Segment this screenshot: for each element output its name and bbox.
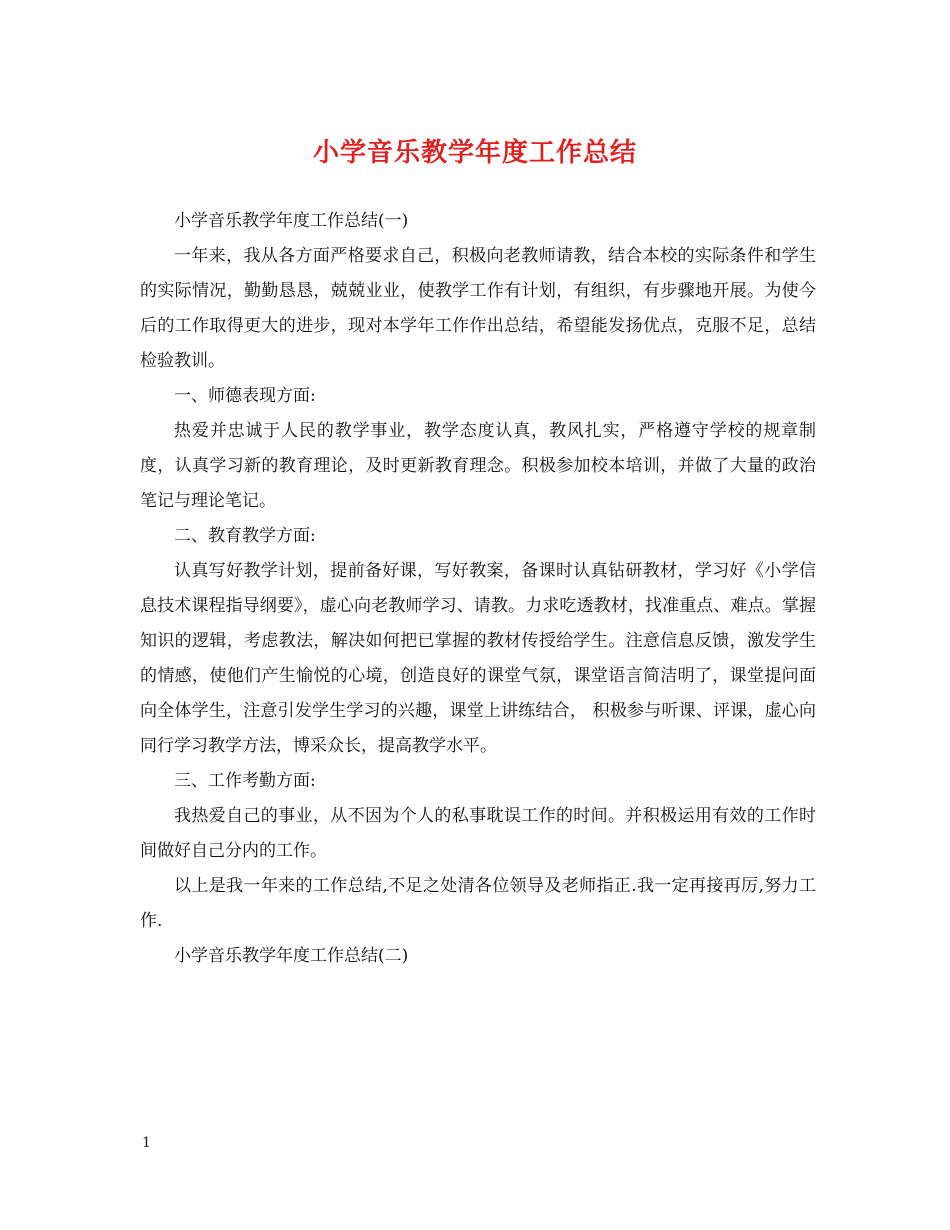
closing-paragraph: 以上是我一年来的工作总结,不足之处清各位领导及老师指正.我一定再接再厉,努力工作.	[140, 876, 816, 931]
page-number: 1	[142, 1135, 151, 1151]
ethics-paragraph: 热爱并忠诚于人民的教学事业，教学态度认真，教风扎实，严格遵守学校的规章制度，认真学习新的教育理论，及时更新教育理念。积极参加校本培训，并做了大量的政治笔记与理论笔记。	[140, 421, 816, 511]
intro-paragraph: 一年来，我从各方面严格要求自己，积极向老教师请教，结合本校的实际条件和学生的实际情况，勤勤恳恳，兢兢业业，使教学工作有计划，有组织，有步骤地开展。为使今后的工作取得更大的进步，现对本学年工作作出总结，希望能发扬优点，克服不足，总结检验教训。	[140, 246, 816, 371]
subheading-ethics: 一、师德表现方面:	[174, 386, 316, 406]
subheading-teaching: 二、教育教学方面:	[174, 526, 316, 546]
subheading-attendance: 三、工作考勤方面:	[174, 771, 316, 791]
teaching-paragraph: 认真写好教学计划，提前备好课，写好教案，备课时认真钻研教材，学习好《小学信息技术课程指导纲要》，虚心向老教师学习、请教。力求吃透教材，找准重点、难点。掌握知识的逻辑，考虑教法，解决如何把已掌握的教材传授给学生。注意信息反馈，激发学生的情感，使他们产生愉悦的心境，创造良好的课堂气氛，课堂语言简洁明了，课堂提问面向全体学生，注意引发学生学习的兴趣，课堂上讲练结合， 积极参与听课、评课，虚心向同行学习教学方法，博采众长，提高教学水平。	[140, 561, 816, 756]
section-heading-2: 小学音乐教学年度工作总结(二)	[174, 946, 409, 966]
section-heading-1: 小学音乐教学年度工作总结(一)	[174, 211, 409, 231]
attendance-paragraph: 我热爱自己的事业，从不因为个人的私事耽误工作的时间。并积极运用有效的工作时间做好自己分内的工作。	[140, 806, 816, 861]
document-title: 小学音乐教学年度工作总结	[312, 138, 637, 168]
document-body	[140, 204, 816, 974]
